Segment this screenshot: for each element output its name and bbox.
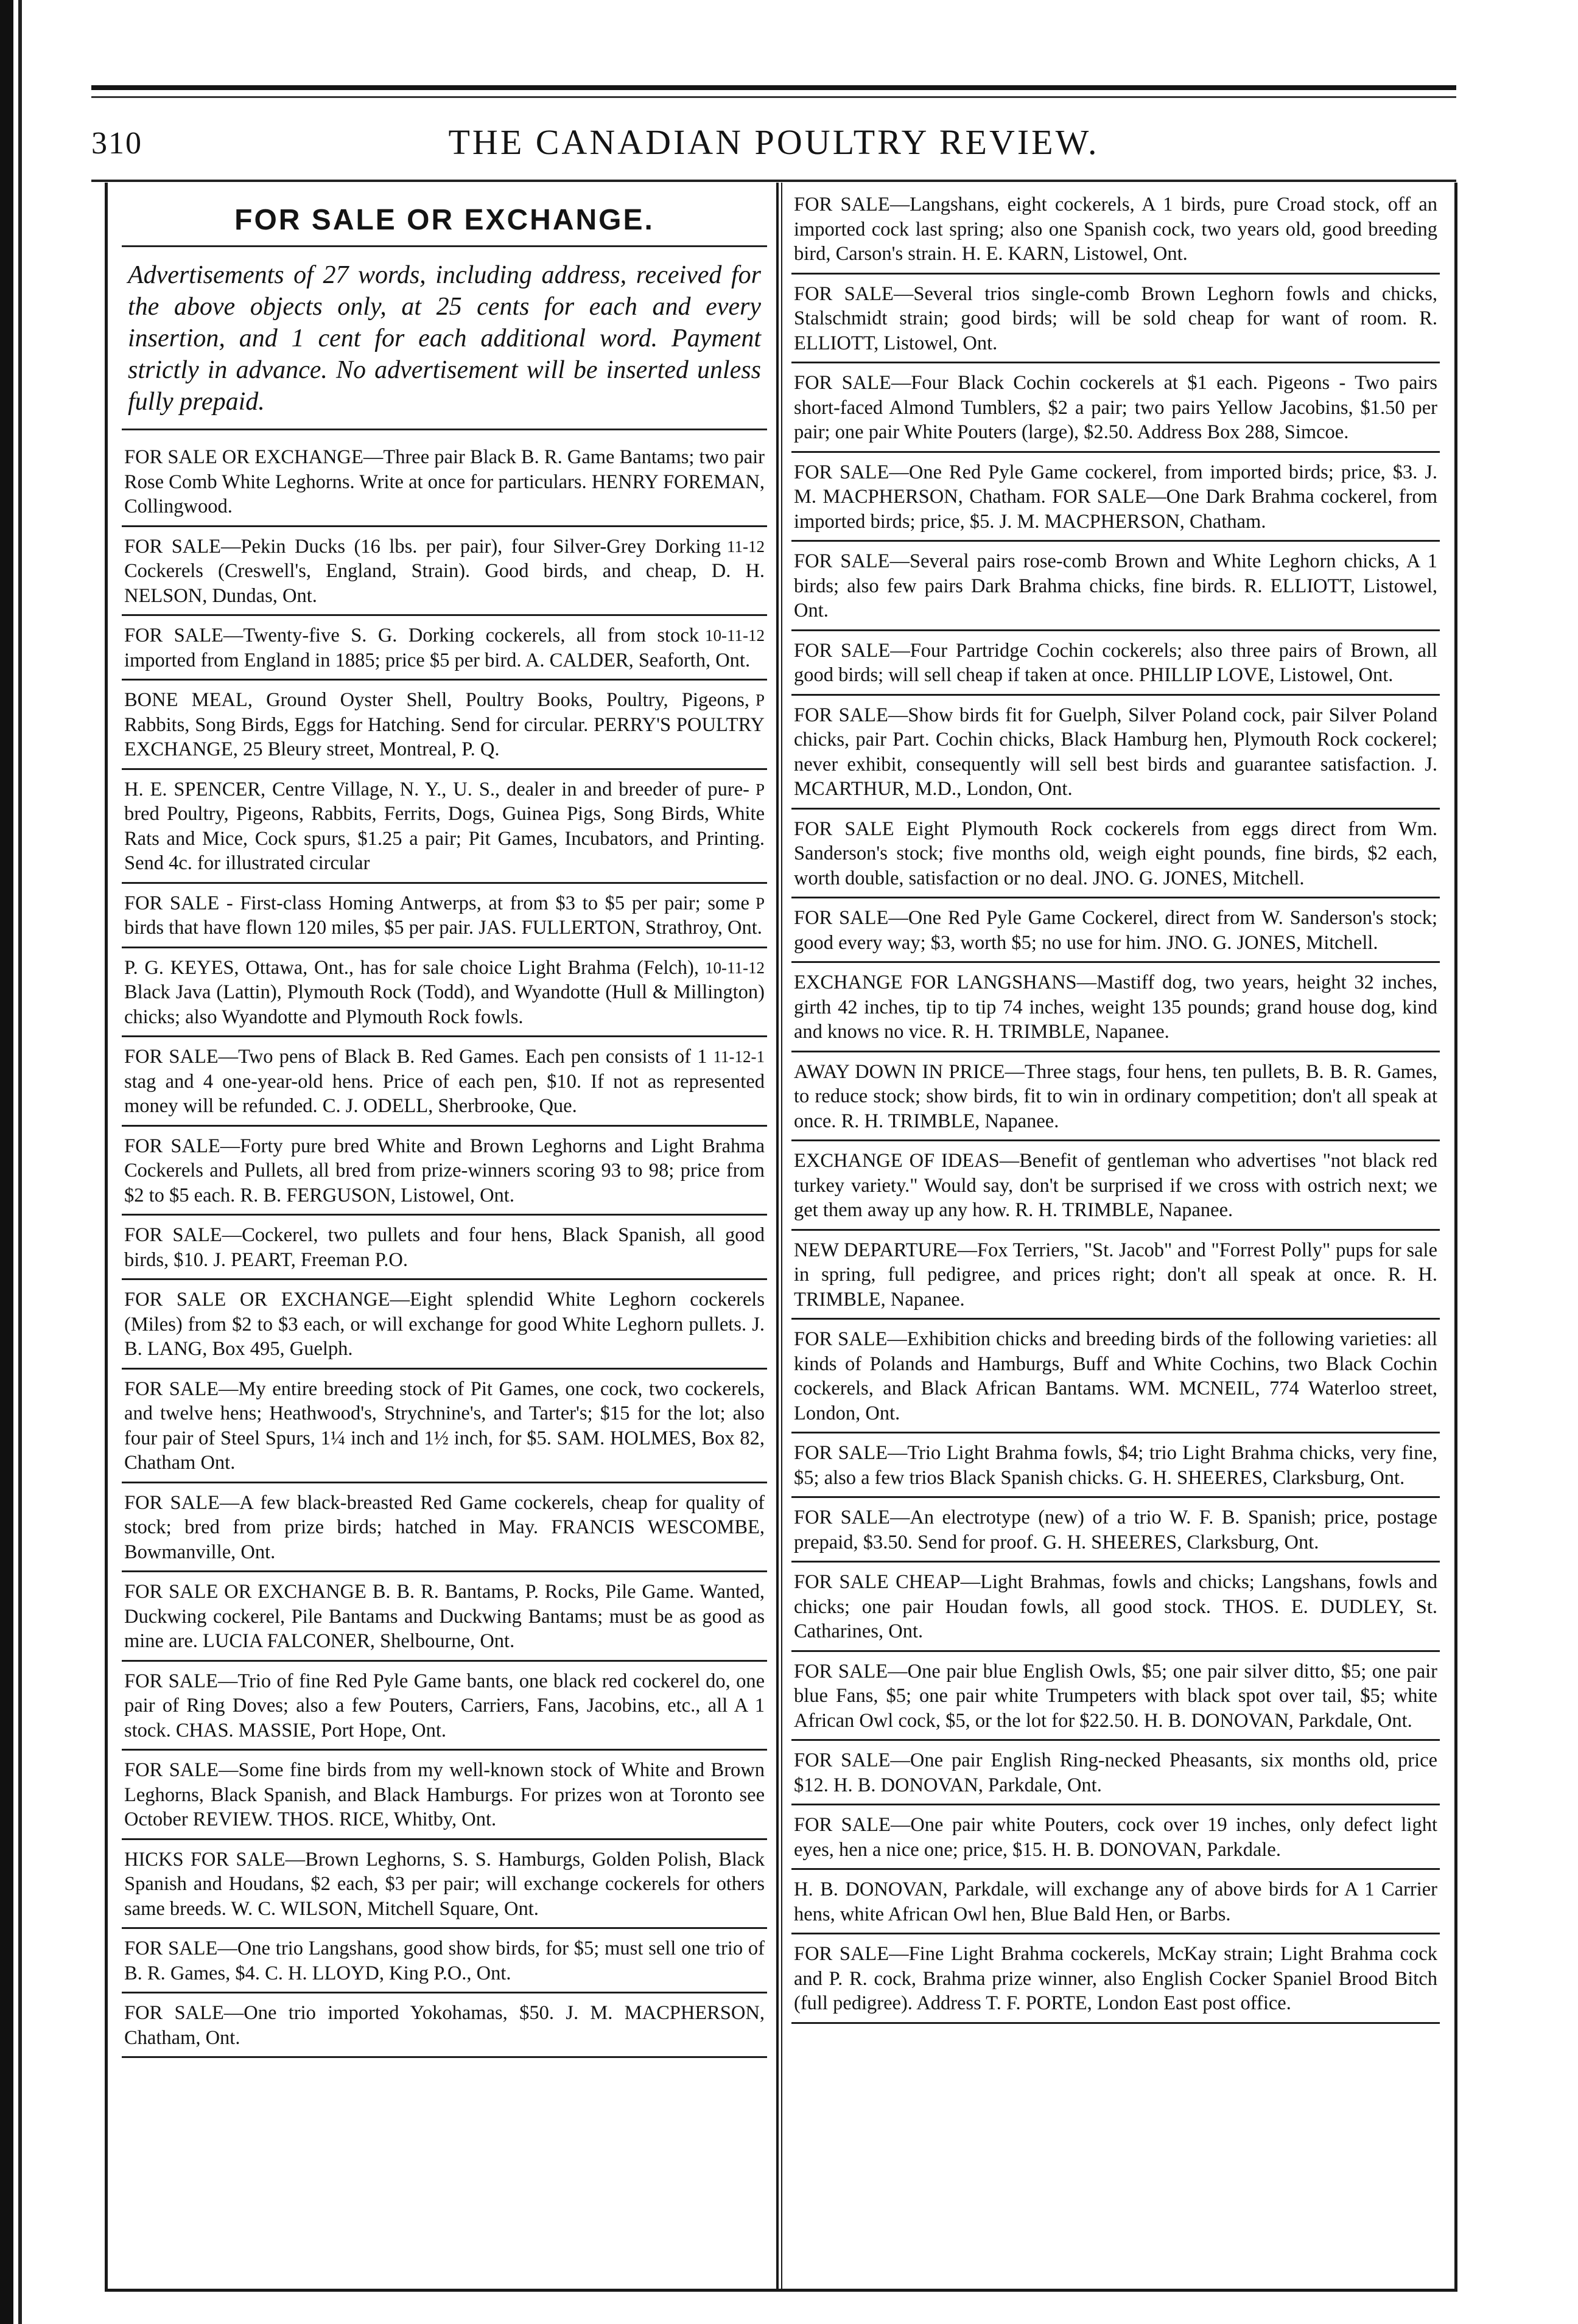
ad-text: EXCHANGE FOR LANGSHANS—Mastiff dog, two years, height 32 inches, girth 42 inches, tip to tip 74 inches, weight 135 pounds; grand house dog, kind and knows no vice. R. H. TRIMBLE, Napanee. xyxy=(794,971,1437,1043)
classified-ad xyxy=(791,275,1440,364)
ad-text: FOR SALE—One trio Langshans, good show birds, for $5; must sell one trio of B. R. Games, $4. C. H. LLOYD, King P.O., Ont. xyxy=(124,1937,765,1984)
section-title: FOR SALE OR EXCHANGE. xyxy=(122,203,767,247)
classified-ad xyxy=(791,1320,1440,1433)
classified-ad xyxy=(122,1993,767,2058)
page-header xyxy=(91,122,1456,170)
ad-text: FOR SALE—One trio imported Yokohamas, $50. J. M. MACPHERSON, Chatham, Ont. xyxy=(124,2002,765,2049)
classified-ad xyxy=(122,948,767,1038)
ad-text: FOR SALE OR EXCHANGE B. B. R. Bantams, P. Rocks, Pile Game. Wanted, Duckwing cockerel, Pile Bantams and Duckwing Bantams; must be as good as mine are. LUCIA FALCONER, Shelbourne, Ont. xyxy=(124,1581,765,1652)
ad-text: FOR SALE—Pekin Ducks (16 lbs. per pair), four Silver-Grey Dorking Cockerels (Creswell's, England, Strain). Good birds, and cheap, D. H. NELSON, Dundas, Ont. xyxy=(124,535,765,607)
classified-ad xyxy=(791,810,1440,899)
ad-text: FOR SALE—Four Partridge Cochin cockerels; also three pairs of Brown, all good birds; will sell cheap if taken at once. PHILLIP LOVE, Listowel, Ont. xyxy=(794,639,1437,686)
classified-ad xyxy=(122,1572,767,1662)
ad-issue-code: P xyxy=(755,780,765,799)
classified-ad xyxy=(791,1652,1440,1741)
classified-ad xyxy=(122,1662,767,1751)
left-ads-list xyxy=(122,438,767,2058)
ad-text: FOR SALE—Forty pure bred White and Brown Leghorns and Light Brahma Cockerels and Pullets, all bred from prize-winners scoring 93 to 98; price from $2 to $5 each. R. B. FERGUSON, Listowel, Ont. xyxy=(124,1135,765,1206)
ad-text: P. G. KEYES, Ottawa, Ont., has for sale choice Light Brahma (Felch), Black Java (Lattin), Plymouth Rock (Todd), and Wyandotte (Hull & Millington) chicks; also Wyandotte and Plymouth Rock fowls. xyxy=(124,956,765,1028)
ad-text: FOR SALE—One pair English Ring-necked Pheasants, six months old, price $12. H. B. DONOVAN, Parkdale, Ont. xyxy=(794,1749,1437,1796)
classified-ad xyxy=(791,1433,1440,1498)
classified-ad xyxy=(122,1840,767,1930)
page-number: 310 xyxy=(91,126,142,161)
right-column xyxy=(791,190,1440,2278)
classified-ad xyxy=(122,1280,767,1370)
ad-text: FOR SALE Eight Plymouth Rock cockerels from eggs direct from Wm. Sanderson's stock; five months old, weigh eight pounds, fine birds, $2 each, worth double, satisfaction or no deal. JNO. G. JONES, Mitchell. xyxy=(794,817,1437,889)
classified-ad xyxy=(791,963,1440,1052)
ad-text: AWAY DOWN IN PRICE—Three stags, four hens, ten pullets, B. B. R. Games, to reduce stock; show birds, fit to win in ordinary competition; don't all speak at once. R. H. TRIMBLE, Napanee. xyxy=(794,1060,1437,1132)
ad-text: FOR SALE—One pair blue English Owls, $5; one pair silver ditto, $5; one pair blue Fans, $5; one pair white Trumpeters with black spot over tail, $5; white African Owl cock, $5, or the lot for $22.50. H. B. DONOVAN, Parkdale, Ont. xyxy=(794,1660,1437,1732)
ad-text: FOR SALE—Fine Light Brahma cockerels, McKay strain; Light Brahma cock and P. R. cock, Brahma prize winner, also English Cocker Spaniel Brood Bitch (full pedigree). Address T. F. PORTE, London East post office. xyxy=(794,1943,1437,2014)
top-rule xyxy=(91,85,1456,90)
column-divider xyxy=(776,183,779,2289)
ad-text: FOR SALE OR EXCHANGE—Three pair Black B. R. Game Bantams; two pair Rose Comb White Leghorns. Write at once for particulars. HENRY FOREMAN, Collingwood. xyxy=(124,446,765,517)
ad-text: FOR SALE—A few black-breasted Red Game cockerels, cheap for quality of stock; bred from prize birds; hatched in May. FRANCIS WESCOMBE, Bowmanville, Ont. xyxy=(124,1491,765,1563)
ad-text: FOR SALE—One pair white Pouters, cock over 19 inches, only defect light eyes, hen a nice one; price, $15. H. B. DONOVAN, Parkdale. xyxy=(794,1814,1437,1861)
ad-text: FOR SALE—An electrotype (new) of a trio W. F. B. Spanish; price, postage prepaid, $3.50. Send for proof. G. H. SHEERES, Clarksburg, Ont. xyxy=(794,1507,1437,1553)
ad-text: FOR SALE—Trio of fine Red Pyle Game bants, one black red cockerel do, one pair of Ring Doves; also a few Pouters, Carriers, Fans, Jacobins, etc., all A 1 stock. CHAS. MASSIE, Port Hope, Ont. xyxy=(124,1670,765,1741)
top-rule-thin xyxy=(91,96,1456,98)
ad-text: FOR SALE—Langshans, eight cockerels, A 1 birds, pure Croad stock, off an imported cock last spring; also one Spanish cock, two years old, good breeding bird, Carson's strain. H. E. KARN, Listowel, Ont. xyxy=(794,194,1437,265)
ad-text: FOR SALE—Trio Light Brahma fowls, $4; trio Light Brahma chicks, very fine, $5; also a few trios Black Spanish chicks. G. H. SHEERES, Clarksburg, Ont. xyxy=(794,1442,1437,1489)
ad-issue-code: P xyxy=(755,691,765,709)
ad-text: FOR SALE—Several pairs rose-comb Brown and White Leghorn chicks, A 1 birds; also few pairs Dark Brahma chicks, fine birds. R. ELLIOTT, Listowel, Ont. xyxy=(794,550,1437,621)
journal-title: THE CANADIAN POULTRY REVIEW. xyxy=(448,122,1099,162)
ad-issue-code: 11-12 xyxy=(727,537,765,556)
ad-text: FOR SALE—Twenty-five S. G. Dorking cockerels, all from stock imported from England in 1885; price $5 per bird. A. CALDER, Seaforth, Ont. xyxy=(124,625,751,671)
classified-ad xyxy=(122,1483,767,1573)
classified-ad xyxy=(122,770,767,884)
classified-ad xyxy=(791,1934,1440,2024)
classified-ad xyxy=(791,1741,1440,1805)
classified-ad xyxy=(791,1231,1440,1320)
ad-text: H. B. DONOVAN, Parkdale, will exchange any of above birds for A 1 Carrier hens, white African Owl hen, Blue Bald Hen, or Barbs. xyxy=(794,1878,1437,1925)
ad-text: FOR SALE OR EXCHANGE—Eight splendid White Leghorn cockerels (Miles) from $2 to $3 each, or will exchange for good White Leghorn pullets. J. B. LANG, Box 495, Guelph. xyxy=(124,1289,765,1360)
ad-text: FOR SALE—One Red Pyle Game cockerel, from imported birds; price, $3. J. M. MACPHERSON, Chatham. FOR SALE—One Dark Brahma cockerel, from imported birds; price, $5. J. M. MACPHERSON, Chatham. xyxy=(794,461,1437,533)
advertising-notice: Advertisements of 27 words, including address, received for the above objects only, at 25 cents for each and every insertion, and 1 cent for each additional word. Payment strictly in advance. No advertisement will be inserted unless fully prepaid. xyxy=(122,256,767,430)
classified-ad xyxy=(122,438,767,527)
header-rule xyxy=(91,180,1456,182)
classified-ad xyxy=(791,190,1440,275)
ad-text: FOR SALE—Cockerel, two pullets and four hens, Black Spanish, all good birds, $10. J. PEART, Freeman P.O. xyxy=(124,1224,765,1271)
classified-ad xyxy=(122,1929,767,1993)
classified-ad xyxy=(791,542,1440,631)
classified-ad xyxy=(122,527,767,617)
ad-issue-code: P xyxy=(755,894,765,912)
column-divider-thin xyxy=(781,183,782,2289)
classified-ad xyxy=(122,1216,767,1280)
ad-issue-code: 11-12-1 xyxy=(713,1048,765,1066)
classified-ad xyxy=(122,1751,767,1840)
left-column xyxy=(122,190,767,2278)
ad-text: FOR SALE—Several trios single-comb Brown Leghorn fowls and chicks, Stalschmidt strain; good birds; will be sold cheap for want of room. R. ELLIOTT, Listowel, Ont. xyxy=(794,282,1437,354)
classified-ad xyxy=(122,1370,767,1483)
classified-ad xyxy=(122,884,767,948)
classified-ad xyxy=(791,1141,1440,1231)
ad-text: FOR SALE—My entire breeding stock of Pit Games, one cock, two cockerels, and twelve hens; Heathwood's, Strychnine's, and Tarter's; $15 for the lot; also four pair of Steel Spurs, 1¼ inch and 1½ inch, for $5. SAM. HOLMES, Box 82, Chatham Ont. xyxy=(124,1377,765,1474)
classified-ad xyxy=(122,1037,767,1127)
classified-ad xyxy=(791,453,1440,542)
ad-text: H. E. SPENCER, Centre Village, N. Y., U. S., dealer in and breeder of pure-bred Poultry, Pigeons, Rabbits, Ferrits, Dogs, Guinea Pigs, Song Birds, White Rats and Mice, Cock spurs, $1.25 a pair; Pit Games, Incubators, and Printing. Send 4c. for illustrated circular xyxy=(124,778,765,874)
classified-ad xyxy=(791,631,1440,696)
classified-ad xyxy=(791,1870,1440,1934)
classified-ad xyxy=(791,1052,1440,1142)
ad-text: FOR SALE CHEAP—Light Brahmas, fowls and chicks; Langshans, fowls and chicks; one pair Houdan fowls, all good stock. THOS. E. DUDLEY, St. Catharines, Ont. xyxy=(794,1571,1437,1642)
ad-text: HICKS FOR SALE—Brown Leghorns, S. S. Hamburgs, Golden Polish, Black Spanish and Houdans, $2 each, $3 per pair; will exchange cockerels for others same breeds. W. C. WILSON, Mitchell Square, Ont. xyxy=(124,1848,765,1920)
ad-text: FOR SALE—Exhibition chicks and breeding birds of the following varieties: all kinds of Polands and Hamburgs, Buff and White Cochins, two Black Cochin cockerels, and Black African Bantams. WM. MCNEIL, 774 Waterloo street, London, Ont. xyxy=(794,1328,1437,1424)
ad-text: FOR SALE - First-class Homing Antwerps, at from $3 to $5 per pair; some birds that have flown 120 miles, $5 per pair. JAS. FULLERTON, Strathroy, Ont. xyxy=(124,892,762,939)
classified-ad xyxy=(791,1498,1440,1563)
ad-text: NEW DEPARTURE—Fox Terriers, "St. Jacob" and "Forrest Polly" pups for sale in spring, full pedigree, and prices right; don't all speak at once. R. H. TRIMBLE, Napanee. xyxy=(794,1239,1437,1311)
right-ads-list xyxy=(791,190,1440,2024)
ad-issue-code: 10-11-12 xyxy=(705,626,765,645)
ad-text: BONE MEAL, Ground Oyster Shell, Poultry Books, Poultry, Pigeons, Rabbits, Song Birds, Eggs for Hatching. Send for circular. PERRY'S POULTRY EXCHANGE, 25 Bleury street, Montreal, P. Q. xyxy=(124,689,765,760)
classified-ad xyxy=(791,363,1440,453)
classified-ad xyxy=(791,1805,1440,1870)
ad-text: FOR SALE—Show birds fit for Guelph, Silver Poland cock, pair Silver Poland chicks, pair Part. Cochin chicks, Black Hamburg hen, Plymouth Rock cockerel; never exhibit, consequently will sell best birds and guarantee satisfaction. J. MCARTHUR, M.D., London, Ont. xyxy=(794,704,1437,800)
ad-issue-code: 10-11-12 xyxy=(705,958,765,977)
classified-ad xyxy=(791,1563,1440,1652)
binding-edge-line xyxy=(18,0,22,2324)
classified-ad xyxy=(122,1127,767,1216)
classified-ad xyxy=(122,681,767,770)
ad-text: EXCHANGE OF IDEAS—Benefit of gentleman who advertises "not black red turkey variety." Would say, don't be surprised if we cross with ostrich next; we get them away up any how. R. H. TRIMBLE, Napanee. xyxy=(794,1150,1437,1221)
ad-text: FOR SALE—One Red Pyle Game Cockerel, direct from W. Sanderson's stock; good every way; $3, worth $5; no use for him. JNO. G. JONES, Mitchell. xyxy=(794,907,1437,954)
ad-text: FOR SALE—Some fine birds from my well-known stock of White and Brown Leghorns, Black Spanish, and Black Hamburgs. For prizes won at Toronto see October REVIEW. THOS. RICE, Whitby, Ont. xyxy=(124,1759,765,1830)
binding-edge xyxy=(0,0,13,2324)
classified-ad xyxy=(791,898,1440,963)
ad-text: FOR SALE—Four Black Cochin cockerels at $1 each. Pigeons - Two pairs short-faced Almond Tumblers, $2 a pair; two pairs Yellow Jacobins, $1.50 per pair; one pair White Pouters (large), $2.50. Address Box 288, Simcoe. xyxy=(794,372,1437,443)
ad-text: FOR SALE—Two pens of Black B. Red Games. Each pen consists of 1 stag and 4 one-year-old hens. Price of each pen, $10. If not as represented money will be refunded. C. J. ODELL, Sherbrooke, Que. xyxy=(124,1046,765,1117)
classified-ad xyxy=(791,696,1440,810)
classified-ad xyxy=(122,616,767,681)
